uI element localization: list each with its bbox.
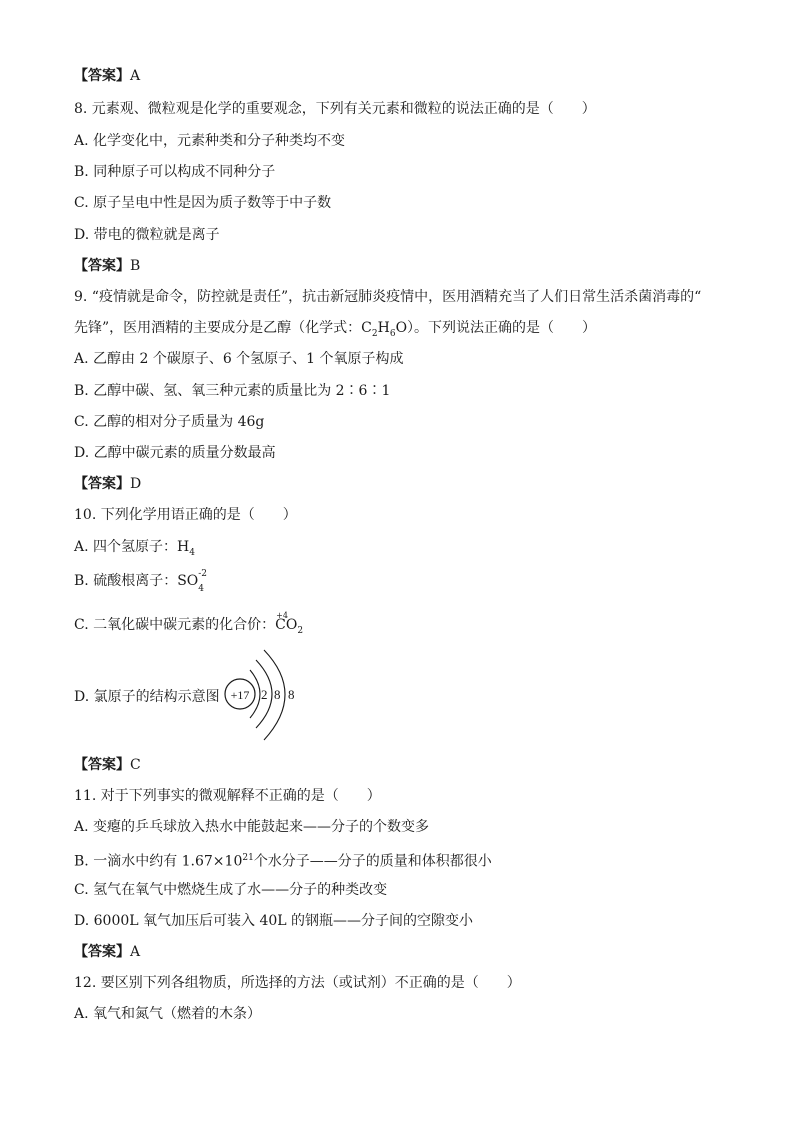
q10-option-b [74, 569, 212, 594]
q10-a-text: A. 四个氢原子：H [74, 539, 190, 555]
answer-label: 【答案】 [74, 258, 130, 274]
q11-b-text: 个水分子——分子的质量和体积都很小 [253, 853, 492, 870]
q10-c-text: C. 二氧化碳中碳元素的化合价： [74, 617, 276, 633]
answer-value: A [130, 944, 141, 960]
q11-option-c: C. 氢气在氧气中燃烧生成了水——分子的种类改变 [74, 882, 388, 898]
answer-value: B [130, 258, 141, 274]
answer-q9 [74, 475, 141, 493]
question-9-stem-line1: 9. “疫情就是命令，防控就是责任”，抗击新冠肺炎疫情中，医用酒精充当了人们日常生活杀菌消毒的“ [74, 289, 702, 305]
q9-text-part: O）。下列说法正确的是（ ） [395, 320, 597, 336]
q10-option-d [74, 646, 374, 746]
q10-option-c [74, 611, 304, 640]
q9-text-part: 先锋”，医用酒精的主要成分是乙醇（化学式：C [74, 320, 372, 336]
q10-b-subscript: 4 [198, 584, 204, 594]
q10-b-superscript: -2 [198, 569, 208, 579]
q10-c-element: C [275, 617, 286, 633]
q10-d-text: D. 氯原子的结构示意图 [74, 689, 220, 705]
atom-diagram [74, 646, 374, 746]
shell-electrons-3: 8 [288, 687, 295, 702]
answer-q8 [74, 257, 140, 275]
q10-b-charge-stack [198, 569, 212, 594]
answer-q10 [74, 756, 141, 774]
answer-q7 [74, 67, 140, 85]
q11-option-d: D. 6000L 氧气加压后可装入 40L 的钢瓶——分子间的空隙变小 [74, 913, 474, 929]
q9-subscript: 6 [389, 328, 396, 339]
q8-option-b: B. 同种原子可以构成不同种分子 [74, 164, 276, 180]
q8-option-a: A. 化学变化中，元素种类和分子种类均不变 [74, 133, 346, 149]
q8-option-c: C. 原子呈电中性是因为质子数等于中子数 [74, 195, 332, 211]
q8-option-d: D. 带电的微粒就是离子 [74, 227, 220, 243]
q11-b-text: B. 一滴水中约有 1.67×10 [74, 853, 243, 870]
answer-value: D [130, 476, 142, 492]
q10-a-subscript: 4 [189, 547, 195, 558]
answer-value: A [130, 68, 141, 84]
q10-c-subscript: 2 [297, 625, 304, 636]
shell-electrons-1: 2 [261, 687, 268, 702]
q10-c-valence-stack [275, 611, 288, 634]
q9-text-part: H [377, 320, 390, 336]
answer-label: 【答案】 [74, 476, 130, 492]
answer-label: 【答案】 [74, 757, 130, 773]
question-11-stem: 11. 对于下列事实的微观解释不正确的是（ ） [74, 788, 381, 804]
q10-c-valence: +4 [276, 611, 288, 620]
question-8-stem: 8. 元素观、微粒观是化学的重要观念，下列有关元素和微粒的说法正确的是（ ） [74, 101, 596, 117]
answer-value: C [130, 757, 141, 773]
answer-q11 [74, 943, 140, 961]
q11-b-exponent: 21 [242, 853, 254, 863]
q11-option-a: A. 变瘪的乒乓球放入热水中能鼓起来——分子的个数变多 [74, 819, 430, 835]
nucleus-charge: +17 [230, 688, 250, 702]
q10-c-element: O [285, 617, 298, 633]
shell-electrons-2: 8 [274, 687, 281, 702]
q10-option-a [74, 538, 195, 562]
q9-subscript: 2 [371, 328, 378, 339]
q10-b-text: B. 硫酸根离子：SO [74, 573, 199, 589]
answer-label: 【答案】 [74, 68, 130, 84]
answer-label: 【答案】 [74, 944, 130, 960]
q11-option-b [74, 849, 492, 871]
q9-option-b: B. 乙醇中碳、氢、氧三种元素的质量比为 2∶6∶1 [74, 383, 391, 399]
question-9-stem-line2 [74, 319, 596, 343]
q12-option-a: A. 氧气和氮气（燃着的木条） [74, 1006, 262, 1022]
q9-option-a: A. 乙醇由 2 个碳原子、6 个氢原子、1 个氧原子构成 [74, 351, 404, 367]
question-10-stem: 10. 下列化学用语正确的是（ ） [74, 507, 297, 523]
question-12-stem: 12. 要区别下列各组物质，所选择的方法（或试剂）不正确的是（ ） [74, 975, 521, 991]
q9-option-c: C. 乙醇的相对分子质量为 46g [74, 414, 265, 430]
q9-option-d: D. 乙醇中碳元素的质量分数最高 [74, 445, 276, 461]
